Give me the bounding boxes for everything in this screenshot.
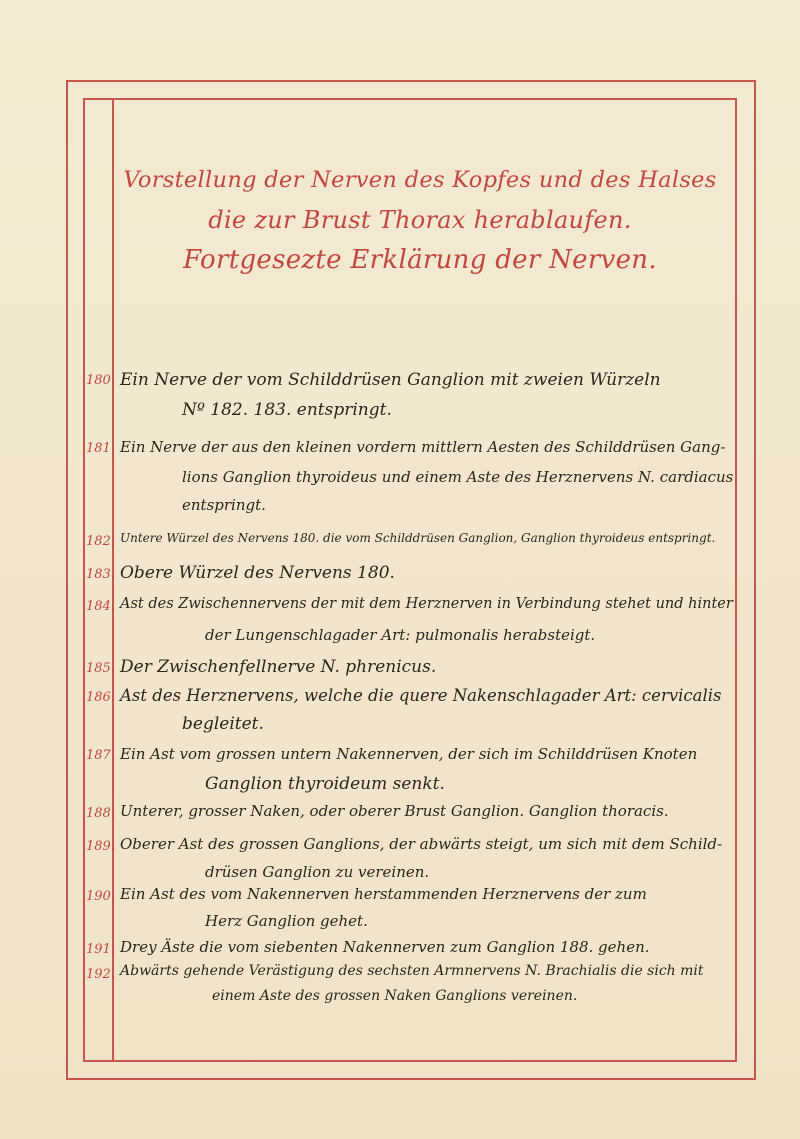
entry-number: 182. [86,534,115,549]
entry-text: Ganglion thyroideum senkt. [205,774,445,794]
entry-number: 192. [86,967,115,982]
entry-number: 190. [86,889,115,904]
entry-text: Ein Nerve der vom Schilddrüsen Ganglion mit zweien Würzeln [120,370,661,390]
entry-text: einem Aste des grossen Naken Ganglions vereinen. [212,988,578,1004]
entry-text: lions Ganglion thyroideus und einem Aste des Herznervens N. cardiacus [182,468,734,486]
title-line-2: die zur Brust Thorax herablaufen. [208,206,632,234]
entry-text: Der Zwischenfellnerve N. phrenicus. [120,657,437,677]
entry-text: Ast des Zwischennervens der mit dem Herznerven in Verbindung stehet und hinter [120,596,733,612]
entry-text: entspringt. [182,496,266,514]
entry-number: 191. [86,942,115,957]
entry-text: begleitet. [182,714,264,734]
entry-text: Drey Äste die vom siebenten Nakennerven zum Ganglion 188. gehen. [120,938,650,956]
entry-number: 184. [86,599,115,614]
entry-text: Ein Ast des vom Nakennerven herstammenden Herznervens der zum [120,885,647,903]
title-line-3: Fortgesezte Erklärung der Nerven. [183,245,657,275]
entry-text: Nº 182. 183. entspringt. [182,400,392,420]
title-line-1: Vorstellung der Nerven des Kopfes und des Halses [123,167,717,193]
entry-text: Abwärts gehende Verästigung des sechsten Armnervens N. Brachialis die sich mit [120,963,704,979]
entry-number: 186. [86,690,115,705]
entry-number: 187. [86,748,115,763]
entry-text: Oberer Ast des grossen Ganglions, der abwärts steigt, um sich mit dem Schild- [120,835,723,853]
entry-number: 189. [86,839,115,854]
entry-text: Ein Nerve der aus den kleinen vordern mittlern Aesten des Schilddrüsen Gang- [120,438,726,456]
entry-text: Unterer, grosser Naken, oder oberer Brust Ganglion. Ganglion thoracis. [120,802,669,820]
entry-text: drüsen Ganglion zu vereinen. [205,863,430,881]
entry-number: 188. [86,806,115,821]
entry-number: 180. [86,373,115,388]
entry-number: 185. [86,661,115,676]
entry-text: Ast des Herznervens, welche die quere Nakenschlagader Art: cervicalis [120,686,722,705]
entry-text: Ein Ast vom grossen untern Nakennerven, der sich im Schilddrüsen Knoten [120,745,698,763]
entry-number: 183. [86,567,115,582]
entry-text: der Lungenschlagader Art: pulmonalis herabsteigt. [205,626,596,644]
entry-text: Untere Würzel des Nervens 180. die vom Schilddrüsen Ganglion, Ganglion thyroideus entspringt. [120,531,716,545]
entry-number: 181. [86,441,115,456]
entry-text: Obere Würzel des Nervens 180. [120,563,395,583]
entry-text: Herz Ganglion gehet. [205,912,368,930]
